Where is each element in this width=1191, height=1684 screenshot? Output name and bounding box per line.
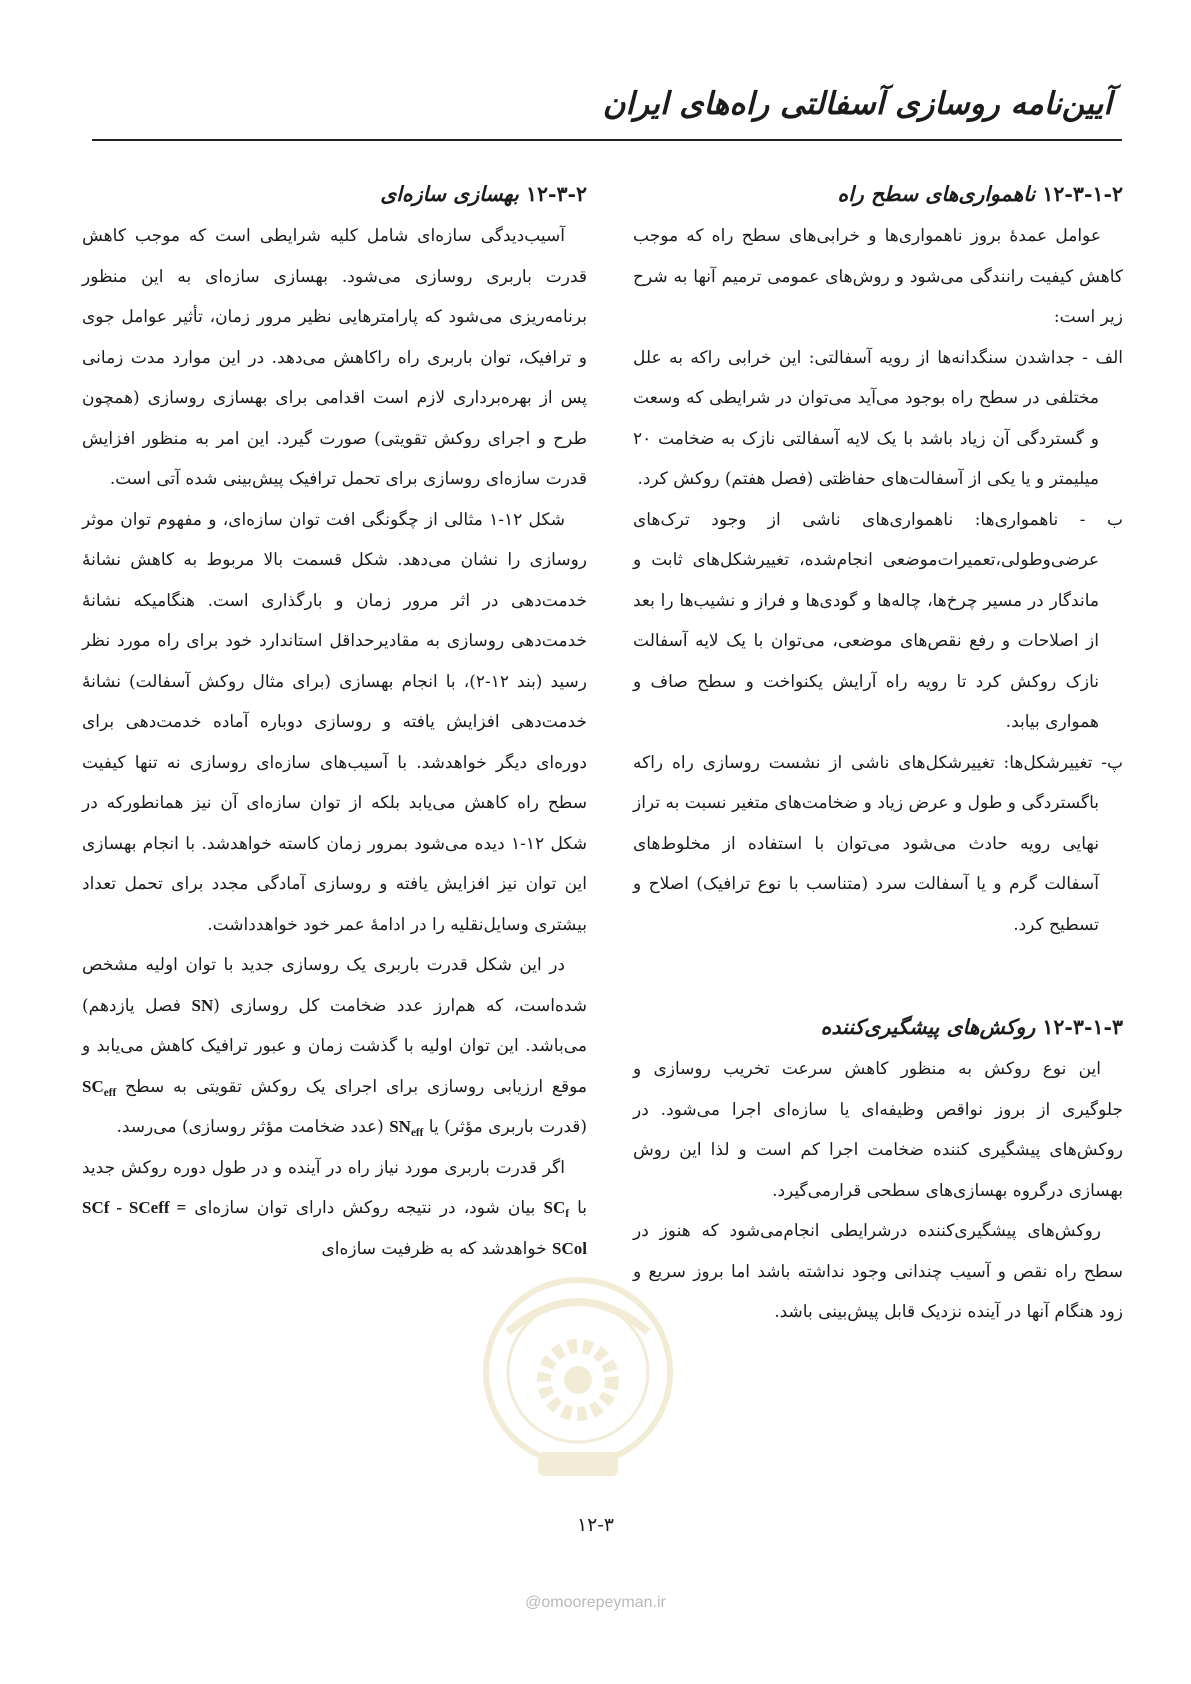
page-header [92,68,1122,148]
list-item-b: ب - ناهمواری‌ها: ناهمواری‌های ناشی از وجود ترک‌های عرضی‌وطولی،تعمیرات‌موضعی انجام‌شده، تغییرشکل‌های ثابت و ماندگار در مسیر چرخ‌ها، چاله‌ها و گودی‌ها و فراز و نشیب‌ها را بعد از اصلاحات و رفع نقص‌های موضعی، می‌توان با یک لایه آسفالت نازک روکش کرد تا رویه راه آرایش یکنواخت و سطح صاف و همواری بیابد. [633,509,1123,732]
section-title: روکش‌های پیشگیری‌کننده [820,1015,1036,1039]
list-item-a: الف - جداشدن سنگدانه‌ها از رویه آسفالتی: این خرابی راکه به علل مختلفی در سطح راه بوجود می‌آید می‌توان در شرایطی که وسعت و گستردگی آن زیاد باشد با یک لایه آسفالتی نازک به ضخامت ۲۰ میلیمتر و یا یکی از آسفالت‌های حفاظتی (فصل هفتم) روکش کرد. [633,347,1123,489]
text-run: (عدد ضخامت مؤثر روسازی) می‌رسد. [116,1117,390,1137]
section-title: بهسازی سازه‌ای [380,182,519,206]
paragraph-intro: عوامل عمدهٔ بروز ناهمواری‌ها و خرابی‌های سطح راه که موجب کاهش کیفیت رانندگی می‌شود و روش‌های عمومی ترمیم آنها به شرح زیر است: [633,226,1123,327]
section-heading-surface-roughness [633,172,1123,216]
paragraph-structural-2: شکل ۱۲-۱ مثالی از چگونگی افت توان سازه‌ای، و مفهوم توان موثر روسازی را نشان می‌دهد. شکل قسمت بالا مربوط به کاهش نشانهٔ خدمت‌دهی در اثر مرور زمان و بارگذاری است. هنگامیکه نشانهٔ خدمت‌دهی روسازی به مقادیرحداقل استاندارد خود برای راه مورد نظر رسید (بند ۱۲-۲)، با انجام بهسازی (برای مثال روکش آسفالت) نشانهٔ خدمت‌دهی افزایش یافته و روسازی دوباره آماده خدمت‌دهی برای دوره‌ای دیگر خواهدشد. با آسیب‌های سازه‌ای روسازی نه تنها کیفیت سطح راه کاهش می‌یابد بلکه از توان سازه‌ای آن نیز همانطورکه در شکل ۱۲-۱ دیده می‌شود بمرور زمان کاسته خواهدشد. با انجام بهسازی این توان نیز افزایش یافته و روسازی آمادگی مجدد برای تحمل تعداد بیشتری وسایل‌نقلیه را در ادامهٔ عمر خود خواهدداشت. [82,509,587,935]
text-run: خواهدشد که به ظرفیت سازه‌ای [321,1238,553,1259]
text-run: (قدرت باربری مؤثر) یا [423,1117,587,1137]
section-number: ۱۲-۳-۱-۲ [1042,182,1123,206]
text-run: اگر قدرت باربری مورد نیاز راه در آینده و در طول دوره روکش جدید با [82,1157,587,1218]
symbol-sn-eff: $SN_{eff}$ [389,1117,424,1139]
header-rule [92,139,1122,141]
section-number: ۱۲-۳-۱-۳ [1042,1015,1123,1039]
section-heading-preventive-overlays [633,1005,1123,1049]
paragraph-structural-1: آسیب‌دیدگی سازه‌ای شامل کلیه شرایطی است که موجب کاهش قدرت باربری روسازی می‌شود. بهسازی سازه‌ای به این منظور برنامه‌ریزی می‌شود که پارامترهایی نظیر مرور زمان، تأثیر عوامل جوی و ترافیک، توان باربری راه راکاهش می‌دهد. در این موارد مدت زمانی پس از بهره‌برداری لازم است اقدامی برای بهسازی روسازی (همچون طرح و اجرای روکش تقویتی) صورت گیرد. این امر به منظور افزایش قدرت سازه‌ای روسازی برای تحمل ترافیک پیش‌بینی شده آتی است. [82,226,587,489]
paragraph-preventive-1: این نوع روکش به منظور کاهش سرعت تخریب روسازی و جلوگیری از بروز نواقص وظیفه‌ای یا سازه‌ای اجرا می‌شود. در روکش‌های پیشگیری کننده ضخامت اجرا کم است و لذا این روش بهسازی درگروه بهسازی‌های سطحی قرارمی‌گیرد. [633,1059,1123,1201]
formula-sc-ol: SCf - SCeff = SCol [82,1198,587,1258]
list-item-p: پ- تغییرشکل‌ها: تغییرشکل‌های ناشی از نشست روسازی راه راکه باگستردگی و طول و عرض زیاد و ضخامت‌های متغیر نسبت به تراز نهایی رویه حادث می‌شود می‌توان با استفاده از مخلوط‌های آسفالت گرم و یا آسفالت سرد (متناسب با نوع ترافیک) اصلاح و تسطیح کرد. [633,752,1123,935]
section-heading-structural-rehab [82,172,587,216]
section-spacer [633,945,1123,1005]
text-run: بیان شود، در نتیجه روکش دارای توان سازه‌ای [186,1198,544,1218]
website-watermark: @omoorepeyman.ir [525,1594,666,1611]
symbol-sc-f: $SC_f$ [543,1198,569,1220]
right-column [633,172,1123,1333]
left-column [82,172,587,1269]
paragraph-structural-3 [82,945,587,1148]
paragraph-preventive-2: روکش‌های پیشگیری‌کننده درشرایطی انجام‌می‌شود که هنوز در سطح راه نقص و آسیب چندانی وجود نداشته باشد اما بروز سریع و زود هنگام آنها در آینده نزدیک قابل پیش‌بینی باشد. [633,1221,1123,1322]
symbol-sn: SN [191,995,214,1015]
page-number: ۱۲-۳ [576,1514,615,1536]
paragraph-structural-4 [82,1148,587,1270]
section-title: ناهمواری‌های سطح راه [837,182,1036,206]
text-run: در این شکل قدرت باربری یک روسازی جدید با توان اولیه مشخص شده‌است، که هم‌ارز عدد ضخامت کل روسازی ( [82,955,587,1016]
text-run: فصل یازدهم) می‌باشد. این توان اولیه با گذشت زمان و عبور ترافیک کاهش می‌یابد و موقع ارزیابی روسازی برای اجرای یک روکش تقویتی به سطح [82,995,587,1097]
running-title: آیین‌نامه روسازی آسفالتی راه‌های ایران [602,86,1112,122]
section-number: ۱۲-۳-۲ [525,182,587,206]
symbol-sc-eff: $SC_{eff}$ [82,1076,117,1099]
